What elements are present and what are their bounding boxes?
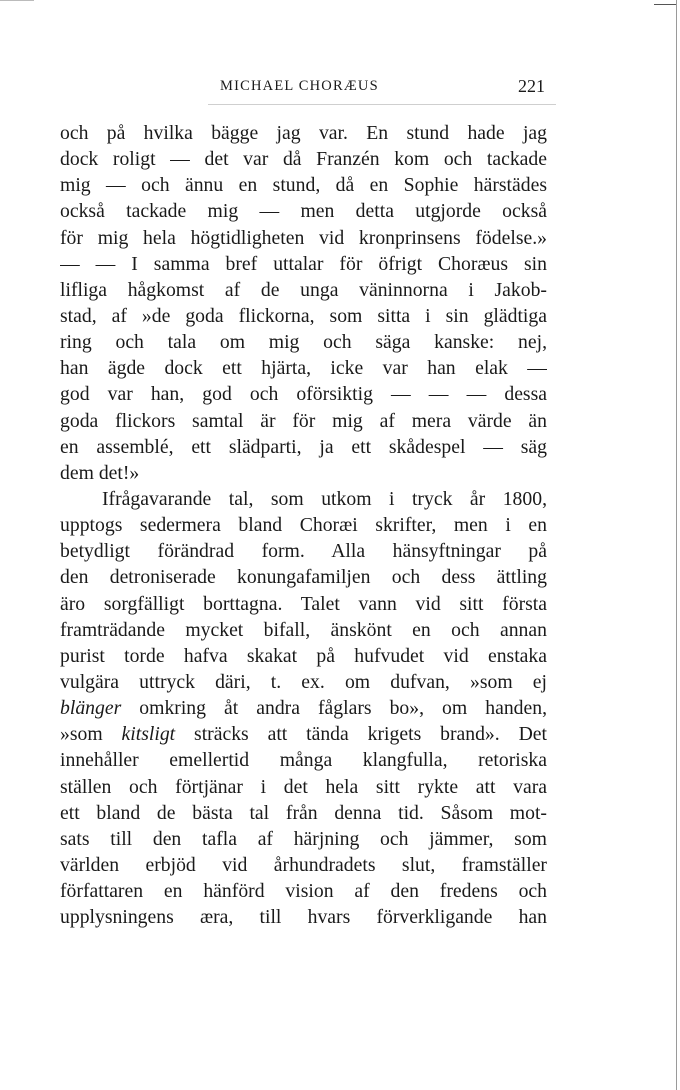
text-line: för mig hela högtidligheten vid kronprinsens födelse.» (60, 226, 547, 249)
text-line: författaren en hänförd vision af den fredens och (60, 880, 547, 903)
italic-word: kitsligt (121, 723, 176, 746)
text-line: ställen och förtjänar i det hela sitt rykte att vara (60, 775, 547, 798)
paragraph-end-line: dem det!» (60, 461, 140, 484)
page-edge-line (676, 0, 677, 1090)
text-line: äro sorgfälligt borttagna. Talet vann vid sitt första (60, 592, 547, 615)
text-line: upplysningens æra, till hvars förverkligande han (60, 906, 547, 929)
text-line: vulgära uttryck däri, t. ex. om dufvan, »som ej (60, 670, 547, 693)
scan-edge-mark (654, 4, 676, 5)
text-segment: »som (60, 723, 122, 746)
text-line: upptogs sedermera bland Choræi skrifter, men i en (60, 514, 547, 537)
italic-word: blänger (60, 697, 122, 720)
text-line: stad, af »de goda flickorna, som sitta i sin glädtiga (60, 304, 547, 327)
text-line: ett bland de bästa tal från denna tid. Såsom mot- (60, 801, 547, 824)
text-line: och på hvilka bägge jag var. En stund hade jag (60, 122, 547, 144)
text-line: framträdande mycket bifall, änskönt en och annan (60, 618, 547, 641)
paragraph-start-line: Ifrågavarande tal, som utkom i tryck år 1800, (102, 487, 547, 510)
page-header (60, 76, 547, 100)
text-segment: omkring åt andra fåglars bo», om handen, (139, 697, 547, 720)
text-line: innehåller emellertid många klangfulla, retoriska (60, 749, 547, 772)
text-line: sats till den tafla af härjning och jämmer, som (60, 827, 547, 850)
text-line: den detroniserade konungafamiljen och dess ättling (60, 566, 547, 589)
running-head: MICHAEL CHORÆUS (220, 78, 379, 94)
text-segment: sträcks att tända krigets brand». Det (194, 723, 547, 746)
text-line: ring och tala om mig och säga kanske: nej, (60, 331, 547, 354)
text-line: purist torde hafva skakat på hufvudet vid enstaka (60, 644, 547, 667)
scan-edge-mark (0, 0, 34, 1)
text-line: han ägde dock ett hjärta, icke var han elak — (60, 357, 547, 380)
text-line: — — I samma bref uttalar för öfrigt Choræus sin (60, 252, 547, 275)
text-line: lifliga hågkomst af de unga väninnorna i Jakob- (60, 278, 547, 301)
text-line-with-italic (60, 695, 547, 721)
text-line-with-italic (60, 721, 547, 747)
text-line: betydligt förändrad form. Alla hänsyftningar på (60, 540, 547, 563)
text-line: världen erbjöd vid århundradets slut, framställer (60, 853, 547, 876)
text-line: god var han, god och oförsiktig — — — dessa (60, 383, 547, 406)
text-line: dock roligt — det var då Franzén kom och tackade (60, 148, 547, 171)
text-line: goda flickors samtal är för mig af mera värde än (60, 409, 547, 432)
header-rule (208, 104, 556, 105)
text-line: också tackade mig — men detta utgjorde också (60, 200, 547, 223)
page-number: 221 (518, 76, 545, 96)
text-line: en assemblé, ett slädparti, ja ett skådespel — säg (60, 435, 547, 458)
text-line: mig — och ännu en stund, då en Sophie härstädes (60, 174, 547, 197)
body-text (60, 120, 547, 930)
